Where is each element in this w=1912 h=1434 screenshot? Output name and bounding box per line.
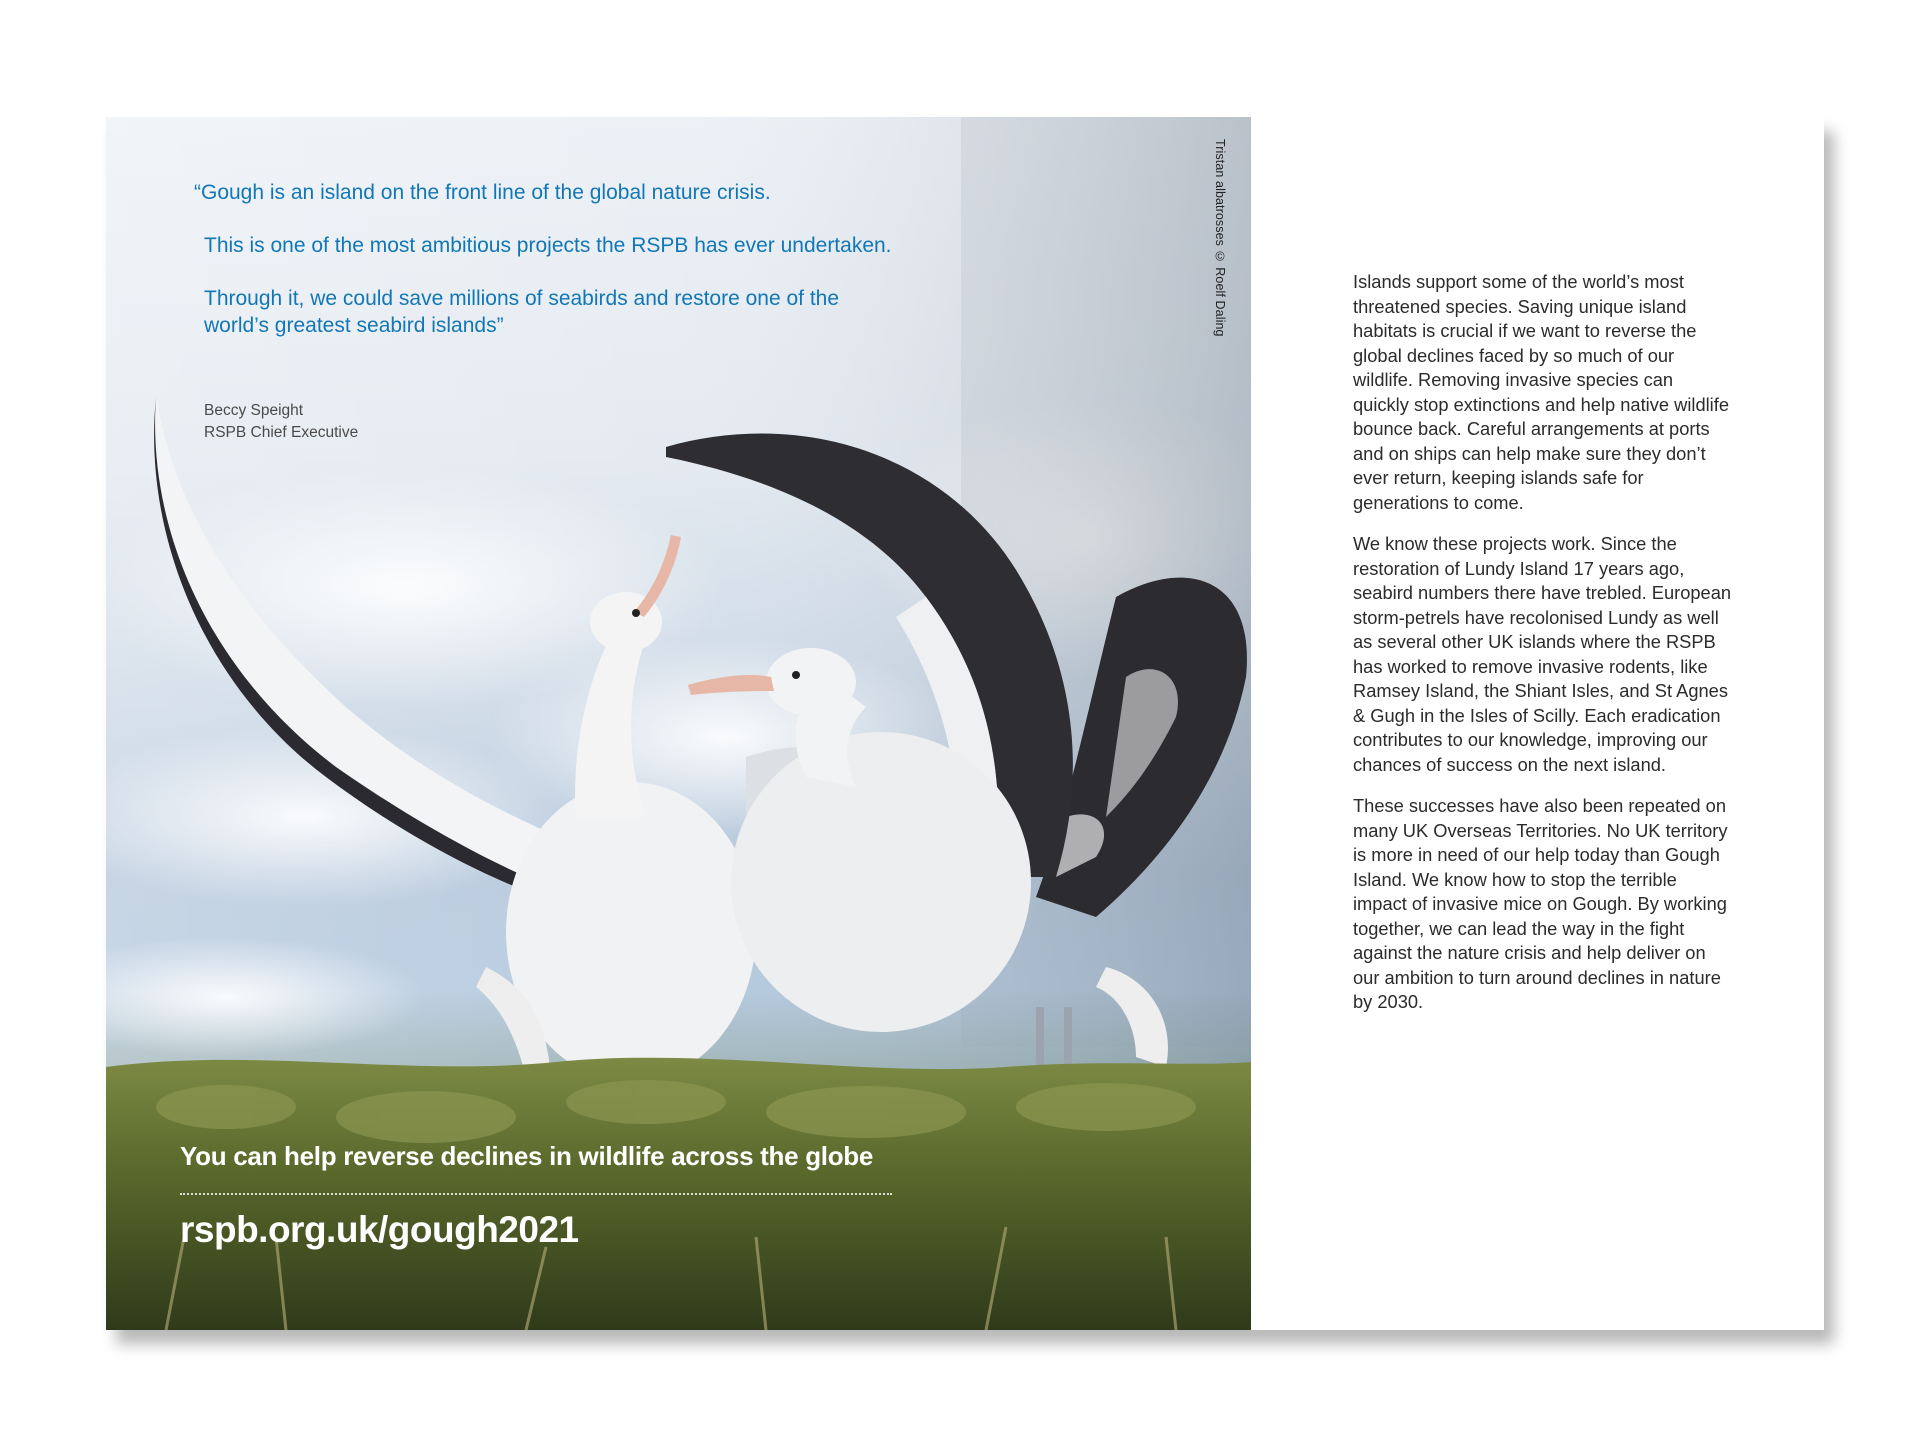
author-title: RSPB Chief Executive [204, 424, 359, 441]
brochure-spread [106, 117, 1824, 1330]
quote-line-2: This is one of the most ambitious projects the RSPB has ever undertaken. [204, 234, 892, 257]
article-body [1353, 270, 1733, 1032]
article-paragraph: We know these projects work. Since the restoration of Lundy Island 17 years ago, seabird numbers there have trebled. European storm-petrels have recolonised Lundy as well as several other UK islands where the RSPB has worked to remove invasive rodents, like Ramsey Island, the Shiant Isles, and St Agnes & Gugh in the Isles of Scilly. Each eradication contributes to our knowledge, improving our chances of success on the next island. [1353, 533, 1732, 775]
author-name: Beccy Speight [204, 402, 304, 419]
cta-url-link[interactable]: rspb.org.uk/gough2021 [180, 1209, 579, 1250]
cta-headline: You can help reverse declines in wildlife across the globe [180, 1141, 874, 1171]
article-paragraph: These successes have also been repeated on many UK Overseas Territories. No UK territory is more in need of our help today than Gough Island. We know how to stop the terrible impact of invasive mice on Gough. By working together, we can lead the way in the fight against the nature crisis and help deliver on our ambition to turn around declines in nature by 2030. [1353, 795, 1728, 1012]
quote-attribution [204, 400, 358, 444]
quote-line-3: Through it, we could save millions of seabirds and restore one of the world’s greatest seabird islands” [204, 287, 840, 337]
albatross-photo [106, 117, 1251, 1330]
photo-credit: Tristan albatrosses © Roelf Daling [1213, 139, 1227, 337]
quote-line-1: “Gough is an island on the front line of the global nature crisis. [194, 181, 771, 204]
dotted-divider [180, 1193, 892, 1195]
article-paragraph: Islands support some of the world’s most threatened species. Saving unique island habitats is crucial if we want to reverse the global declines faced by so much of our wildlife. Removing invasive species can quickly stop extinctions and help native wildlife bounce back. Careful arrangements at ports and on ships can help make sure they don’t ever return, keeping islands safe for generations to come. [1353, 271, 1729, 513]
pull-quote [194, 179, 894, 365]
